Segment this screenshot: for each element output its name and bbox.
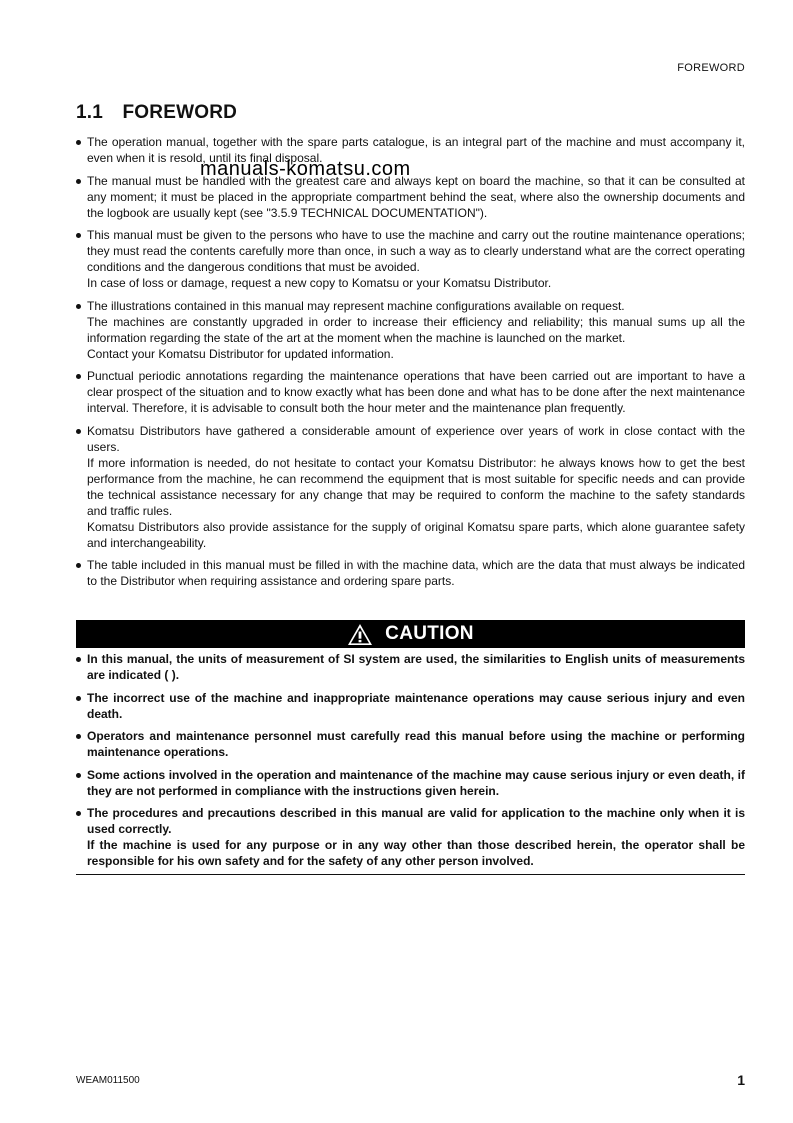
page-number: 1 [737, 1072, 745, 1088]
caution-banner [76, 620, 745, 648]
caution-item-2 [76, 690, 745, 722]
foreword-list [76, 134, 745, 596]
paragraph-text: The table included in this manual must be filled in with the machine data, which are the data that must always be indicated to the Distributor when requiring assistance and ordering spare parts. [87, 558, 745, 588]
warning-triangle-icon [347, 623, 373, 646]
caution-item-5 [76, 805, 745, 869]
paragraph-text: The illustrations contained in this manual may represent machine configurations available on request. [87, 298, 625, 313]
section-title-text: FOREWORD [122, 102, 238, 123]
watermark-text: manuals-komatsu.com [200, 158, 411, 180]
paragraph-text: If more information is needed, do not hesitate to contact your Komatsu Distributor: he always knows how to get the best performance from the machine, he can recommend the equipment that is most suitable for specific needs and can provide the technical assistance necessary for any change that may be required to conform the machine to the safety standards and traffic rules. [87, 455, 745, 518]
paragraph-text: This manual must be given to the persons who have to use the machine and carry out the routine maintenance operations; they must read the contents carefully more than once, in such a way as to clearly understand what are the correct operating conditions and the dangerous conditions that must be avoided. [87, 228, 745, 274]
running-header-title: FOREWORD [677, 62, 745, 74]
caution-list [76, 651, 745, 876]
foreword-paragraph-6 [76, 423, 745, 551]
caution-text: Operators and maintenance personnel must carefully read this manual before using the machine or performing maintenance operations. [87, 729, 745, 759]
section-number: 1.1 [76, 102, 104, 123]
caution-text: The incorrect use of the machine and inappropriate maintenance operations may cause serious injury and even death. [87, 690, 745, 721]
paragraph-text: Komatsu Distributors also provide assistance for the supply of original Komatsu spare parts, which alone guarantee safety and interchangeability. [87, 519, 745, 550]
caution-item-1 [76, 651, 745, 683]
paragraph-text: The manual must be handled with the greatest care and always kept on board the machine, so that it can be consulted at any moment; it must be placed in the appropriate compartment behind the seat, where also the ownership documents and the logbook are usually kept (see "3.5.9 TECHNICAL DOCUMENTATION"). [87, 173, 745, 220]
caution-title: CAUTION [385, 623, 474, 644]
caution-text: In this manual, the units of measurement of SI system are used, the similarities to English units of measurements are indicated ( ). [87, 652, 745, 682]
caution-item-4 [76, 767, 745, 799]
caution-item-3 [76, 728, 745, 760]
paragraph-text: The operation manual, together with the spare parts catalogue, is an integral part of the machine and must accompany it, even when it is resold, until its final disposal. [87, 135, 745, 165]
paragraph-text: Contact your Komatsu Distributor for updated information. [87, 346, 394, 361]
foreword-paragraph-3 [76, 227, 745, 291]
caution-text: If the machine is used for any purpose or in any way other than those described herein, the operator shall be responsible for his own safety and for the safety of any other person involved. [87, 838, 745, 868]
foreword-paragraph-5 [76, 368, 745, 416]
foreword-paragraph-7 [76, 557, 745, 589]
caution-text: The procedures and precautions described in this manual are valid for application to the machine only when it is used correctly. [87, 806, 745, 836]
foreword-paragraph-1 [76, 134, 745, 166]
paragraph-text: In case of loss or damage, request a new copy to Komatsu or your Komatsu Distributor. [87, 276, 552, 290]
caution-text: Some actions involved in the operation and maintenance of the machine may cause serious injury or even death, if they are not performed in compliance with the instructions given herein. [87, 767, 745, 798]
foreword-paragraph-2 [76, 173, 745, 221]
paragraph-text: Komatsu Distributors have gathered a considerable amount of experience over years of work in close contact with the users. [87, 423, 745, 454]
caution-bottom-rule [76, 874, 745, 875]
document-code: WEAM011500 [76, 1075, 140, 1086]
foreword-paragraph-4 [76, 298, 745, 362]
paragraph-text: Punctual periodic annotations regarding the maintenance operations that have been carried out are important to have a clear prospect of the situation and to know exactly what has been done and what has to be done after the next maintenance interval. Therefore, it is advisable to consult both the hour meter and the maintenance plan frequently. [87, 369, 745, 415]
paragraph-text: The machines are constantly upgraded in order to increase their efficiency and reliability; this manual sums up all the information regarding the state of the art at the moment when the machine is launched on the market. [87, 314, 745, 345]
section-title [76, 102, 237, 124]
